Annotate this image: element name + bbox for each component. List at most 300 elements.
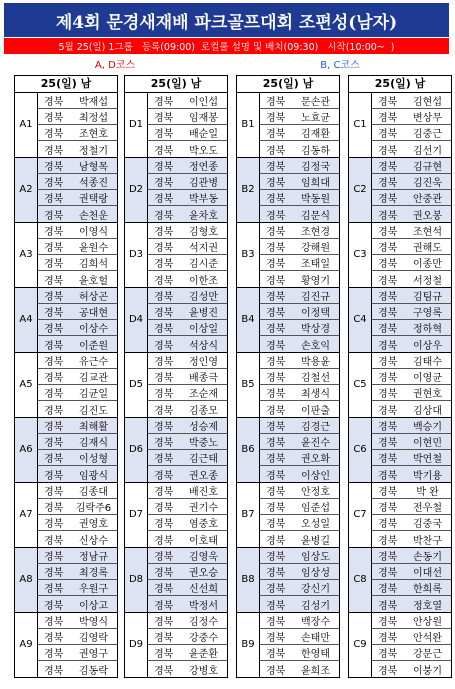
player-region: 경북 (154, 259, 174, 270)
group-block (14, 353, 118, 418)
player-row (148, 548, 227, 564)
player-name: 전우철 (413, 503, 442, 514)
player-name: 유근수 (79, 357, 108, 368)
player-name: 김동락 (79, 665, 108, 677)
player-row (372, 548, 451, 564)
player-row (148, 499, 227, 515)
player-list (371, 548, 451, 612)
player-list (37, 548, 117, 612)
player-row (38, 483, 117, 499)
player-name: 이한조 (189, 275, 218, 287)
group-block (348, 93, 452, 158)
player-name: 이인섭 (189, 97, 218, 108)
group-id: D5 (128, 379, 144, 390)
player-row (372, 450, 451, 466)
player-name: 권영구 (79, 649, 108, 660)
player-name: 박연철 (413, 454, 442, 465)
group-id: B1 (241, 119, 255, 130)
player-name: 이영균 (413, 373, 442, 384)
pairing-column (14, 75, 118, 678)
player-row (260, 450, 339, 466)
player-list (37, 353, 117, 417)
player-region: 경북 (154, 162, 174, 173)
player-name: 우원구 (79, 584, 108, 595)
player-row (372, 531, 451, 547)
player-list (147, 548, 227, 612)
player-row (260, 255, 339, 271)
player-name: 성승제 (189, 422, 218, 433)
group-block (14, 158, 118, 223)
player-region: 경북 (378, 113, 398, 124)
player-name: 이호태 (189, 535, 218, 547)
player-name: 최경록 (79, 568, 108, 579)
player-list (37, 418, 117, 482)
player-region: 경북 (44, 487, 64, 498)
player-region: 경북 (44, 535, 64, 547)
player-region: 경북 (266, 178, 286, 189)
group-id: B2 (241, 184, 255, 195)
group-block (124, 158, 228, 223)
player-region: 경북 (266, 519, 286, 530)
player-row (148, 239, 227, 255)
column-header: 25(일) 남 (348, 75, 452, 93)
player-row (372, 320, 451, 336)
player-region: 경북 (154, 373, 174, 384)
player-name: 강중수 (189, 633, 218, 644)
player-name: 김상대 (413, 405, 442, 417)
player-list (147, 223, 227, 287)
player-name: 임준섭 (301, 503, 330, 514)
player-row (148, 109, 227, 125)
player-name: 박 완 (416, 487, 439, 498)
player-region: 경북 (44, 600, 64, 612)
player-row (148, 141, 227, 157)
player-region: 경북 (154, 552, 174, 563)
player-row (148, 564, 227, 580)
player-row (148, 369, 227, 385)
player-region: 경북 (154, 275, 174, 287)
group-id: D9 (128, 639, 144, 650)
player-name: 배종극 (189, 373, 218, 384)
player-region: 경북 (266, 113, 286, 124)
player-row (260, 580, 339, 596)
player-name: 이대선 (413, 568, 442, 579)
player-name: 권오화 (301, 454, 330, 465)
player-region: 경북 (378, 600, 398, 612)
pairing-column (236, 75, 340, 678)
player-list (371, 418, 451, 482)
player-name: 김정수 (189, 617, 218, 628)
player-name: 김성만 (189, 292, 218, 303)
player-row (372, 629, 451, 645)
player-region: 경북 (44, 145, 64, 157)
player-row (260, 434, 339, 450)
player-name: 윤호헐 (79, 275, 108, 287)
player-region: 경북 (266, 194, 286, 205)
player-row (148, 336, 227, 352)
player-row (372, 564, 451, 580)
player-row (148, 645, 227, 661)
player-region: 경북 (44, 373, 64, 384)
player-name: 김희석 (79, 259, 108, 270)
player-region: 경북 (266, 340, 286, 352)
player-region: 경북 (44, 113, 64, 124)
player-region: 경북 (154, 357, 174, 368)
player-region: 경북 (44, 162, 64, 173)
player-region: 경북 (378, 568, 398, 579)
player-row (372, 158, 451, 174)
player-name: 정하혁 (413, 324, 442, 335)
player-list (37, 223, 117, 287)
group-block (14, 418, 118, 483)
player-row (260, 483, 339, 499)
group-block (124, 288, 228, 353)
player-row (38, 531, 117, 547)
player-region: 경북 (154, 470, 174, 482)
player-region: 경북 (378, 178, 398, 189)
player-region: 경북 (266, 405, 286, 417)
player-region: 경북 (378, 503, 398, 514)
player-row (38, 466, 117, 482)
player-name: 김진도 (79, 405, 108, 417)
player-list (371, 613, 451, 677)
player-row (372, 580, 451, 596)
group-block (14, 548, 118, 613)
player-region: 경북 (378, 454, 398, 465)
group-block (236, 418, 340, 483)
player-row (260, 271, 339, 287)
group-block (14, 93, 118, 158)
player-row (148, 531, 227, 547)
group-id: A6 (19, 444, 33, 455)
player-region: 경북 (266, 259, 286, 270)
player-name: 백장수 (301, 617, 330, 628)
player-name: 최정섭 (79, 113, 108, 124)
player-name: 박찬구 (413, 535, 442, 547)
group-block (236, 483, 340, 548)
player-region: 경북 (378, 292, 398, 303)
player-region: 경북 (378, 584, 398, 595)
player-region: 경북 (266, 503, 286, 514)
pairing-column (124, 75, 228, 678)
player-row (148, 596, 227, 612)
group-block (236, 613, 340, 678)
player-region: 경북 (154, 584, 174, 595)
player-name: 이종만 (413, 259, 442, 270)
player-row (372, 515, 451, 531)
player-region: 경북 (154, 227, 174, 238)
player-region: 경북 (266, 438, 286, 449)
player-row (148, 401, 227, 417)
player-row (372, 385, 451, 401)
player-region: 경북 (378, 405, 398, 417)
player-region: 경북 (44, 129, 64, 140)
player-region: 경북 (44, 194, 64, 205)
group-id: A4 (19, 314, 33, 325)
player-row (38, 418, 117, 434)
player-name: 조현석 (413, 227, 442, 238)
group-id: A8 (19, 574, 33, 585)
player-list (259, 223, 339, 287)
player-name: 한희록 (413, 584, 442, 595)
group-id: D3 (128, 249, 144, 260)
group-block (124, 613, 228, 678)
player-name: 이준원 (79, 340, 108, 352)
player-list (259, 418, 339, 482)
player-region: 경북 (154, 340, 174, 352)
player-region: 경북 (154, 519, 174, 530)
player-name: 권오봉 (413, 210, 442, 222)
player-region: 경북 (378, 210, 398, 222)
player-name: 남형목 (79, 162, 108, 173)
player-name: 서정철 (413, 275, 442, 287)
player-region: 경북 (154, 389, 174, 400)
player-region: 경북 (44, 275, 64, 287)
player-row (38, 515, 117, 531)
player-name: 권기수 (189, 503, 218, 514)
player-row (260, 190, 339, 206)
player-region: 경북 (154, 324, 174, 335)
player-name: 박용윤 (301, 357, 330, 368)
player-region: 경북 (154, 633, 174, 644)
player-region: 경북 (378, 519, 398, 530)
player-name: 강해원 (301, 243, 330, 254)
player-name: 김재환 (301, 129, 330, 140)
player-row (38, 288, 117, 304)
player-name: 임상성 (301, 568, 330, 579)
player-row (38, 174, 117, 190)
group-block (236, 288, 340, 353)
group-id: B8 (241, 574, 255, 585)
player-name: 정인영 (189, 357, 218, 368)
player-region: 경북 (44, 438, 64, 449)
group-id: B9 (241, 639, 255, 650)
player-row (260, 531, 339, 547)
player-region: 경북 (378, 422, 398, 433)
player-region: 경북 (154, 243, 174, 254)
player-name: 임광식 (79, 470, 108, 482)
player-row (372, 304, 451, 320)
player-row (38, 369, 117, 385)
player-name: 박영식 (79, 617, 108, 628)
player-name: 김형호 (189, 227, 218, 238)
player-row (148, 515, 227, 531)
player-name: 강신기 (301, 584, 330, 595)
player-region: 경북 (44, 470, 64, 482)
player-name: 이상인 (301, 470, 330, 482)
player-list (371, 93, 451, 157)
player-region: 경북 (44, 568, 64, 579)
player-row (148, 158, 227, 174)
group-id: A1 (19, 119, 33, 130)
player-row (38, 336, 117, 352)
group-block (124, 223, 228, 288)
player-name: 김현섭 (413, 97, 442, 108)
player-name: 신상수 (79, 535, 108, 547)
player-name: 석지권 (189, 243, 218, 254)
group-id: B6 (241, 444, 255, 455)
player-row (260, 353, 339, 369)
player-row (260, 661, 339, 677)
player-name: 권택랑 (79, 194, 108, 205)
player-region: 경북 (154, 568, 174, 579)
player-row (372, 418, 451, 434)
group-id: C7 (353, 509, 367, 520)
group-id: B7 (241, 509, 255, 520)
player-row (260, 418, 339, 434)
player-region: 경북 (266, 308, 286, 319)
player-row (148, 613, 227, 629)
player-region: 경북 (154, 308, 174, 319)
player-name: 조태일 (301, 259, 330, 270)
player-name: 변상무 (413, 113, 442, 124)
player-name: 김종모 (189, 405, 218, 417)
player-row (148, 255, 227, 271)
player-region: 경북 (44, 649, 64, 660)
player-region: 경북 (378, 243, 398, 254)
player-name: 박상경 (301, 324, 330, 335)
player-list (371, 288, 451, 352)
player-row (148, 450, 227, 466)
group-id: B3 (241, 249, 255, 260)
player-name: 김균일 (79, 389, 108, 400)
column-header: 25(일) 남 (124, 75, 228, 93)
player-name: 김철선 (301, 373, 330, 384)
player-region: 경북 (266, 617, 286, 628)
player-row (260, 109, 339, 125)
player-region: 경북 (378, 389, 398, 400)
player-list (37, 93, 117, 157)
player-row (260, 401, 339, 417)
column-header: 25(일) 남 (14, 75, 118, 93)
player-region: 경북 (44, 308, 64, 319)
player-row (260, 125, 339, 141)
player-name: 최해활 (79, 422, 108, 433)
player-name: 김규현 (413, 162, 442, 173)
group-block (348, 613, 452, 678)
player-row (148, 174, 227, 190)
group-block (348, 548, 452, 613)
group-id: C5 (353, 379, 367, 390)
player-row (148, 353, 227, 369)
player-row (372, 288, 451, 304)
player-region: 경북 (44, 178, 64, 189)
page-title: 제4회 문경새재배 파크골프대회 조편성(남자) (4, 3, 449, 37)
player-row (38, 304, 117, 320)
player-row (372, 271, 451, 287)
player-row (38, 271, 117, 287)
player-name: 김중근 (413, 129, 442, 140)
player-row (372, 109, 451, 125)
player-name: 윤병진 (189, 308, 218, 319)
player-row (372, 239, 451, 255)
group-id: C2 (353, 184, 367, 195)
player-region: 경북 (378, 97, 398, 108)
player-row (148, 483, 227, 499)
group-block (236, 353, 340, 418)
player-list (147, 353, 227, 417)
group-block (14, 223, 118, 288)
player-region: 경북 (154, 97, 174, 108)
group-block (236, 158, 340, 223)
player-region: 경북 (44, 292, 64, 303)
player-region: 경북 (266, 454, 286, 465)
player-row (38, 434, 117, 450)
player-name: 박부동 (189, 194, 218, 205)
player-name: 윤차호 (189, 210, 218, 222)
player-row (260, 385, 339, 401)
player-row (38, 125, 117, 141)
player-region: 경북 (378, 470, 398, 482)
player-row (260, 288, 339, 304)
player-name: 최생식 (301, 389, 330, 400)
player-list (371, 158, 451, 222)
player-region: 경북 (266, 633, 286, 644)
player-name: 석상식 (189, 340, 218, 352)
player-row (38, 661, 117, 677)
player-name: 이상일 (189, 324, 218, 335)
player-name: 이정택 (301, 308, 330, 319)
player-row (260, 320, 339, 336)
player-row (372, 336, 451, 352)
group-block (236, 548, 340, 613)
player-name: 공대현 (79, 308, 108, 319)
player-list (259, 353, 339, 417)
player-row (260, 515, 339, 531)
player-name: 노효균 (301, 113, 330, 124)
player-name: 임희대 (301, 178, 330, 189)
group-id: C1 (353, 119, 367, 130)
pairing-column (348, 75, 452, 678)
player-name: 이현민 (413, 438, 442, 449)
group-block (348, 223, 452, 288)
group-id: A2 (19, 184, 33, 195)
player-region: 경북 (378, 275, 398, 287)
player-row (260, 499, 339, 515)
player-name: 이영식 (79, 227, 108, 238)
player-name: 김선기 (413, 145, 442, 157)
player-row (148, 580, 227, 596)
course-label-bc: B, C코스 (320, 59, 360, 71)
player-name: 박기용 (413, 470, 442, 482)
player-name: 조순재 (189, 389, 218, 400)
player-row (372, 190, 451, 206)
player-name: 문손관 (301, 97, 330, 108)
player-row (148, 385, 227, 401)
player-list (147, 93, 227, 157)
player-region: 경북 (44, 617, 64, 628)
player-name: 윤원수 (79, 243, 108, 254)
group-id: D7 (128, 509, 144, 520)
group-block (348, 418, 452, 483)
player-row (38, 564, 117, 580)
player-region: 경북 (266, 389, 286, 400)
group-id: A9 (19, 639, 33, 650)
schedule-banner: 5월 25(일) 1그룹 등록(09:00) 로컬룰 설명 및 배치(09:30) 시작(10:00~ ) (4, 38, 449, 54)
player-region: 경북 (266, 665, 286, 677)
player-row (148, 288, 227, 304)
player-name: 김태수 (413, 357, 442, 368)
player-row (372, 255, 451, 271)
group-id: B5 (241, 379, 255, 390)
player-name: 김동하 (301, 145, 330, 157)
player-region: 경북 (44, 422, 64, 433)
player-list (371, 483, 451, 547)
player-row (260, 548, 339, 564)
group-id: D8 (128, 574, 144, 585)
player-region: 경북 (266, 292, 286, 303)
player-row (260, 645, 339, 661)
